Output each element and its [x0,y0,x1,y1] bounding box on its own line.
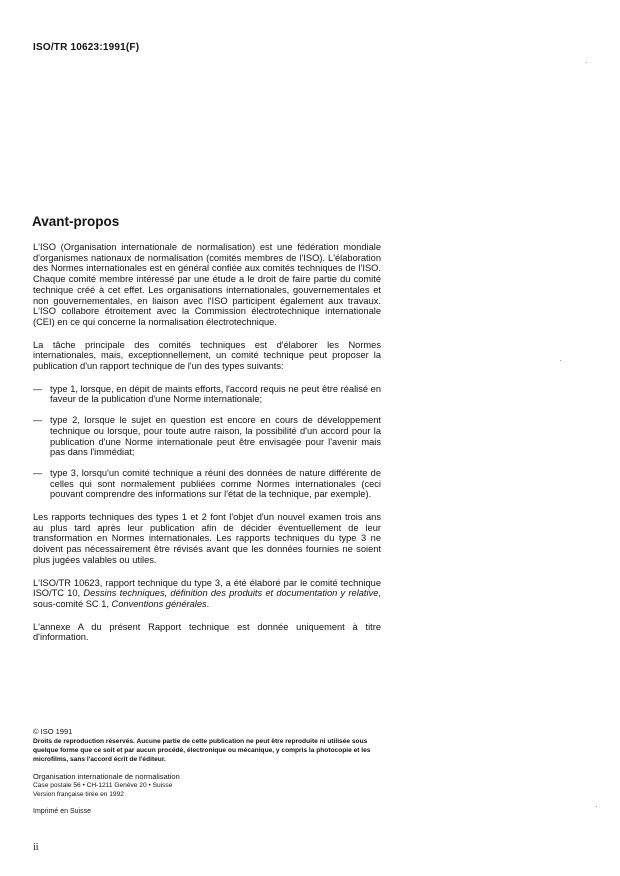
foreword-body [33,242,381,643]
paragraph-tasks: La tâche principale des comités techniques est d'élaborer les Normes internationales, mais, exceptionnellement, un comité technique peut proposer la publication d'un rapport technique de l'un des types suivants: [33,339,381,372]
committee-text: . [206,598,210,609]
scan-speck [560,360,561,361]
paragraph-committee [33,578,381,610]
page-number: ii [33,842,39,853]
committee-text: L'ISO/TR 10623, rapport technique du type 3, a été élaboré par le comité technique ISO/TC 10, [33,577,381,599]
paragraph-review: Les rapports techniques des types 1 et 2 font l'objet d'un nouvel examen trois ans au plus tard après leur publication afin de décider éventuellement de leur transformation en Normes internationales. Les rapports techniques du type 3 ne doivent pas nécessairement être révisés avant que les données fournies ne soient plus jugées valables ou utiles. [33,512,381,565]
document-reference: ISO/TR 10623:1991(F) [33,42,140,53]
rights-notice: Droits de reproduction réservés. Aucune partie de cette publication ne peut être reproduite ni utilisée sous quelque forme que ce soit et par aucun procédé, électronique ou mécanique, y compris la photocopie et les microfilms, sans l'accord écrit de l'éditeur. [33,738,371,763]
organisation-name: Organisation internationale de normalisation [33,772,180,781]
committee-title-italic: Dessins techniques, définition des produits et documentation y relative [83,588,379,599]
list-item [33,415,381,458]
imprint-block [33,727,393,816]
section-title: Avant-propos [32,214,120,229]
list-item-text: type 2, lorsque le sujet en question est encore en cours de développement technique ou lorsque, pour toute autre raison, la possibilité d'un accord pour la publication d'une Norme internationale peut être envisagée pour l'avenir mais pas dans l'immédiat; [50,415,381,458]
list-item-text: type 3, lorsqu'un comité technique a réuni des données de nature différente de celles qui sont normalement publiées comme Normes internationales (ceci pouvant comprendre des informations sur l'état de la technique, par exemple). [50,467,381,500]
report-types-list [33,384,381,500]
dash-bullet: — [33,383,43,394]
edition-note: Version française tirée en 1992 [33,791,124,798]
publisher-block [33,772,393,799]
list-item [33,384,381,405]
subcommittee-title-italic: Conventions générales [111,598,207,609]
postal-address: Case postale 56 • CH-1211 Genève 20 • Suisse [33,782,173,789]
paragraph-annex: L'annexe A du présent Rapport technique est donnée uniquement à titre d'information. [33,621,381,643]
dash-bullet: — [33,467,43,478]
list-item-text: type 1, lorsque, en dépit de maints efforts, l'accord requis ne peut être réalisé en faveur de la publication d'une Norme internationale; [50,383,381,405]
paragraph-intro: L'ISO (Organisation internationale de normalisation) est une fédération mondiale d'organismes nationaux de normalisation (comités membres de l'ISO). L'élaboration des Normes internationales est en général confiée aux comités techniques de l'ISO. Chaque comité membre intéressé par une étude a le droit de faire partie du comité technique créé à cet effet. Les organisations internationales, gouvernementales et non gouvernementales, en liaison avec l'ISO participent également aux travaux. L'ISO collabore étroitement avec la Commission électrotechnique internationale (CEI) en ce qui concerne la normalisation électrotechnique. [33,242,381,327]
scan-speck [586,62,587,63]
dash-bullet: — [33,415,43,426]
scan-speck [596,806,597,807]
committee-text: , sous-comité SC 1, [33,588,381,609]
list-item [33,468,381,500]
copyright-line: © ISO 1991 [33,727,73,736]
printed-in: Imprimé en Suisse [33,808,91,815]
